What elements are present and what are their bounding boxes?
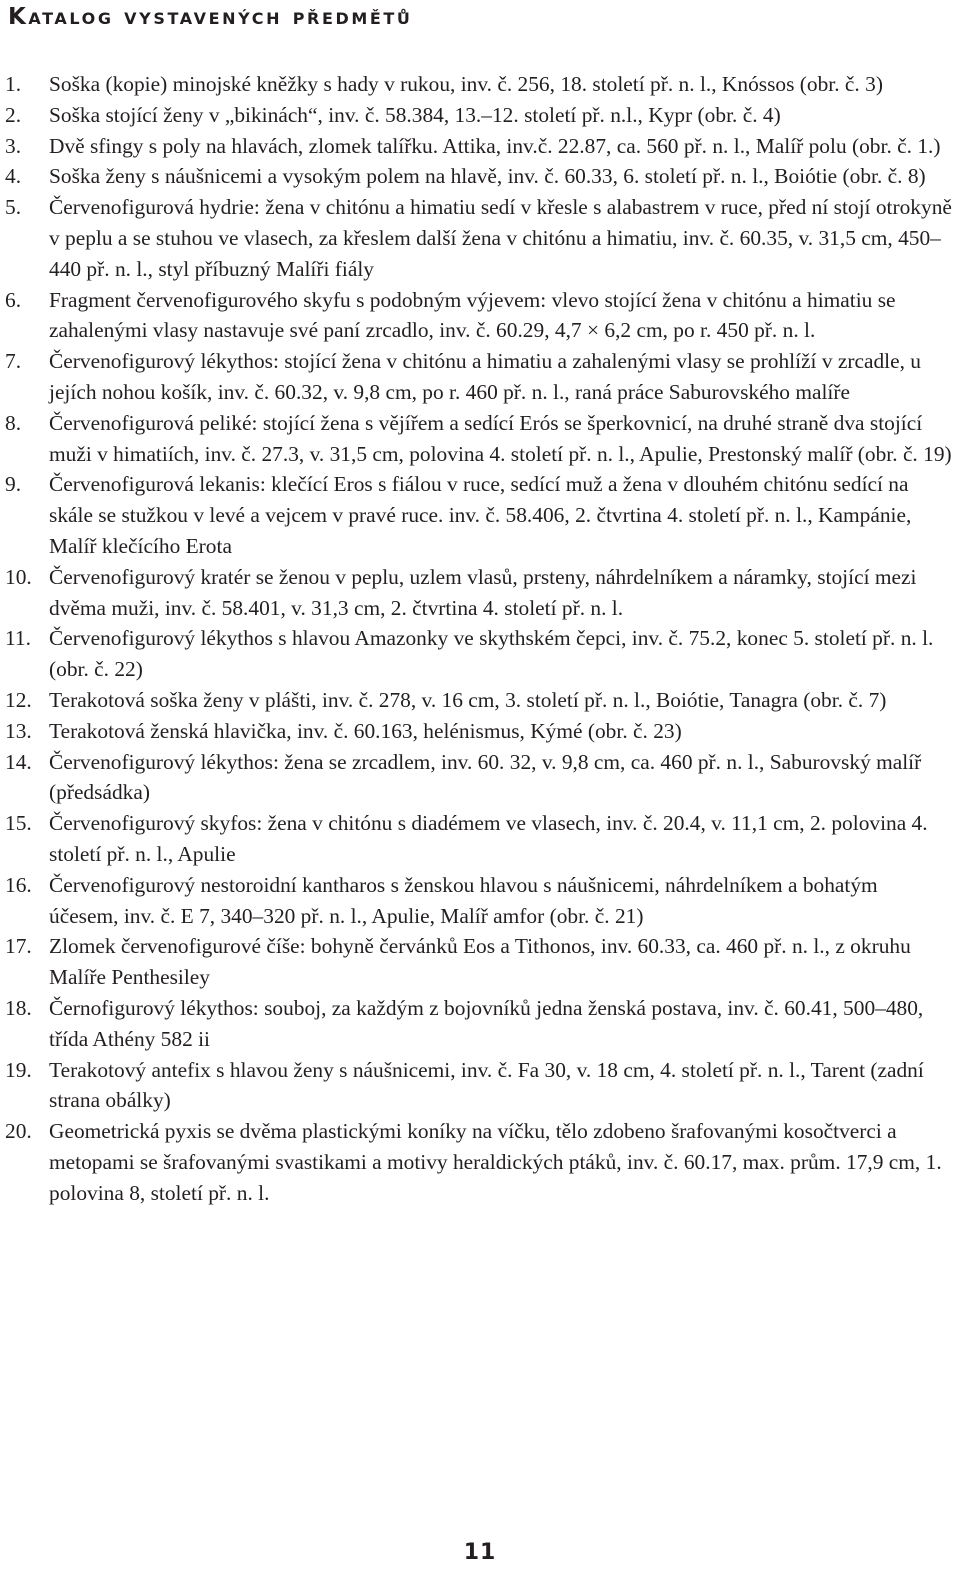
catalog-list bbox=[0, 69, 960, 1208]
entry-text: Terakotová soška ženy v plášti, inv. č. 278, v. 16 cm, 3. století př. n. l., Boiótie, Tanagra (obr. č. 7) bbox=[49, 687, 887, 712]
entry-text: Dvě sfingy s poly na hlavách, zlomek talířku. Attika, inv.č. 22.87, ca. 560 př. n. l., Malíř polu (obr. č. 1.) bbox=[49, 133, 941, 158]
entry-number: 8. bbox=[5, 410, 22, 435]
page-number: 11 bbox=[463, 1540, 497, 1565]
entry-text: Terakotový antefix s hlavou ženy s náušnicemi, inv. č. Fa 30, v. 18 cm, 4. století př. n. l., Tarent (zadní strana obálky) bbox=[49, 1057, 924, 1113]
entry-number: 15. bbox=[5, 811, 32, 836]
entry-number: 12. bbox=[5, 687, 32, 712]
entry-text: Červenofigurová peliké: stojící žena s vějířem a sedící Erós se šperkovnicí, na druhé straně dva stojící muži v himatiích, inv. č. 27.3, v. 31,5 cm, polovina 4. století př. n. l., Apulie, Prestonský malíř (obr. č. 19) bbox=[49, 410, 952, 466]
catalog-entry bbox=[0, 192, 960, 284]
catalog-entry bbox=[0, 100, 960, 131]
entry-text: Fragment červenofigurového skyfu s podobným výjevem: vlevo stojící žena v chitónu a himatiu se zahalenými vlasy nastavuje své paní zrcadlo, inv. č. 60.29, 4,7 × 6,2 cm, po r. 450 př. n. l. bbox=[49, 287, 896, 343]
entry-text: Červenofigurová hydrie: žena v chitónu a himatiu sedí v křesle s alabastrem v ruce, před ní stojí otrokyně v peplu a se stuhou ve vlasech, za křeslem další žena v chitónu a himatiu, inv. č. 60.35, v. 31,5 cm, 450–440 př. n. l., styl příbuzný Malíři fiály bbox=[49, 195, 952, 281]
entry-number: 11. bbox=[5, 626, 31, 651]
entry-number: 14. bbox=[5, 749, 32, 774]
entry-number: 2. bbox=[5, 102, 22, 127]
entry-number: 10. bbox=[5, 564, 32, 589]
entry-text: Červenofigurový kratér se ženou v peplu, uzlem vlasů, prsteny, náhrdelníkem a náramky, stojící mezi dvěma muži, inv. č. 58.401, v. 31,3 cm, 2. čtvrtina 4. století př. n. l. bbox=[49, 564, 917, 620]
entry-number: 18. bbox=[5, 995, 32, 1020]
catalog-entry bbox=[0, 1116, 960, 1208]
entry-text: Červenofigurový skyfos: žena v chitónu s diadémem ve vlasech, inv. č. 20.4, v. 11,1 cm, 2. polovina 4. století př. n. l., Apulie bbox=[49, 811, 928, 866]
catalog-entry bbox=[0, 623, 960, 685]
entry-text: Zlomek červenofigurové číše: bohyně červánků Eos a Tithonos, inv. 60.33, ca. 460 př. n. l., z okruhu Malíře Penthesiley bbox=[49, 934, 911, 990]
catalog-entry bbox=[0, 716, 960, 747]
entry-number: 4. bbox=[5, 164, 22, 189]
entry-number: 16. bbox=[5, 872, 32, 897]
entry-number: 5. bbox=[5, 195, 22, 220]
catalog-entry bbox=[0, 131, 960, 162]
catalog-entry bbox=[0, 346, 960, 408]
entry-text: Soška ženy s náušnicemi a vysokým polem na hlavě, inv. č. 60.33, 6. století př. n. l., Boiótie (obr. č. 8) bbox=[49, 164, 926, 189]
catalog-entry bbox=[0, 161, 960, 192]
entry-number: 19. bbox=[5, 1057, 32, 1082]
catalog-entry bbox=[0, 931, 960, 993]
catalog-entry bbox=[0, 469, 960, 561]
entry-text: Soška stojící ženy v „bikinách“, inv. č. 58.384, 13.–12. století př. n.l., Kypr (obr. č. 4) bbox=[49, 102, 781, 127]
entry-text: Soška (kopie) minojské kněžky s hady v rukou, inv. č. 256, 18. století př. n. l., Knóssos (obr. č. 3) bbox=[49, 72, 883, 96]
entry-text: Červenofigurový nestoroidní kantharos s ženskou hlavou s náušnicemi, náhrdelníkem a bohatým účesem, inv. č. E 7, 340–320 př. n. l., Apulie, Malíř amfor (obr. č. 21) bbox=[49, 872, 878, 928]
entry-text: Červenofigurový lékythos s hlavou Amazonky ve skythském čepci, inv. č. 75.2, konec 5. století př. n. l. (obr. č. 22) bbox=[49, 626, 934, 682]
page-heading: Katalog vystavených předmětů bbox=[8, 4, 413, 30]
entry-number: 1. bbox=[5, 72, 22, 96]
catalog-entry bbox=[0, 870, 960, 932]
catalog-entry bbox=[0, 285, 960, 347]
entry-number: 9. bbox=[5, 472, 22, 497]
catalog-entry bbox=[0, 562, 960, 624]
entry-number: 6. bbox=[5, 287, 22, 312]
entry-text: Terakotová ženská hlavička, inv. č. 60.163, helénismus, Kýmé (obr. č. 23) bbox=[49, 718, 682, 743]
entry-number: 17. bbox=[5, 934, 32, 959]
entry-number: 7. bbox=[5, 349, 22, 374]
catalog-entry bbox=[0, 1055, 960, 1117]
catalog-entry bbox=[0, 69, 960, 100]
entry-number: 13. bbox=[5, 718, 32, 743]
catalog-entry bbox=[0, 808, 960, 870]
entry-text: Červenofigurový lékythos: žena se zrcadlem, inv. 60. 32, v. 9,8 cm, ca. 460 př. n. l., Saburovský malíř (předsádka) bbox=[49, 749, 922, 805]
entry-text: Geometrická pyxis se dvěma plastickými koníky na víčku, tělo zdobeno šrafovanými kosočtverci a metopami se šrafovanými svastikami a motivy heraldických ptáků, inv. č. 60.17, max. prům. 17,9 cm, 1. polovina 8, století př. n. l. bbox=[49, 1119, 942, 1205]
entry-text: Červenofigurová lekanis: klečící Eros s fiálou v ruce, sedící muž a žena v dlouhém chitónu sedící na skále se stužkou v levé a vejcem v pravé ruce. inv. č. 58.406, 2. čtvrtina 4. století př. n. l., Kampánie, Malíř klečícího Erota bbox=[49, 472, 912, 558]
entry-text: Černofigurový lékythos: souboj, za každým z bojovníků jedna ženská postava, inv. č. 60.41, 500–480, třída Athény 582 ii bbox=[49, 995, 924, 1051]
entry-number: 3. bbox=[5, 133, 22, 158]
catalog-entry bbox=[0, 685, 960, 716]
entry-text: Červenofigurový lékythos: stojící žena v chitónu a himatiu a zahalenými vlasy se prohlíží v zrcadle, u jejích nohou košík, inv. č. 60.32, v. 9,8 cm, po r. 460 př. n. l., raná práce Saburovského malíře bbox=[49, 349, 922, 404]
entry-number: 20. bbox=[5, 1119, 32, 1144]
catalog-entry bbox=[0, 993, 960, 1055]
catalog-entry bbox=[0, 747, 960, 809]
catalog-entry bbox=[0, 408, 960, 470]
